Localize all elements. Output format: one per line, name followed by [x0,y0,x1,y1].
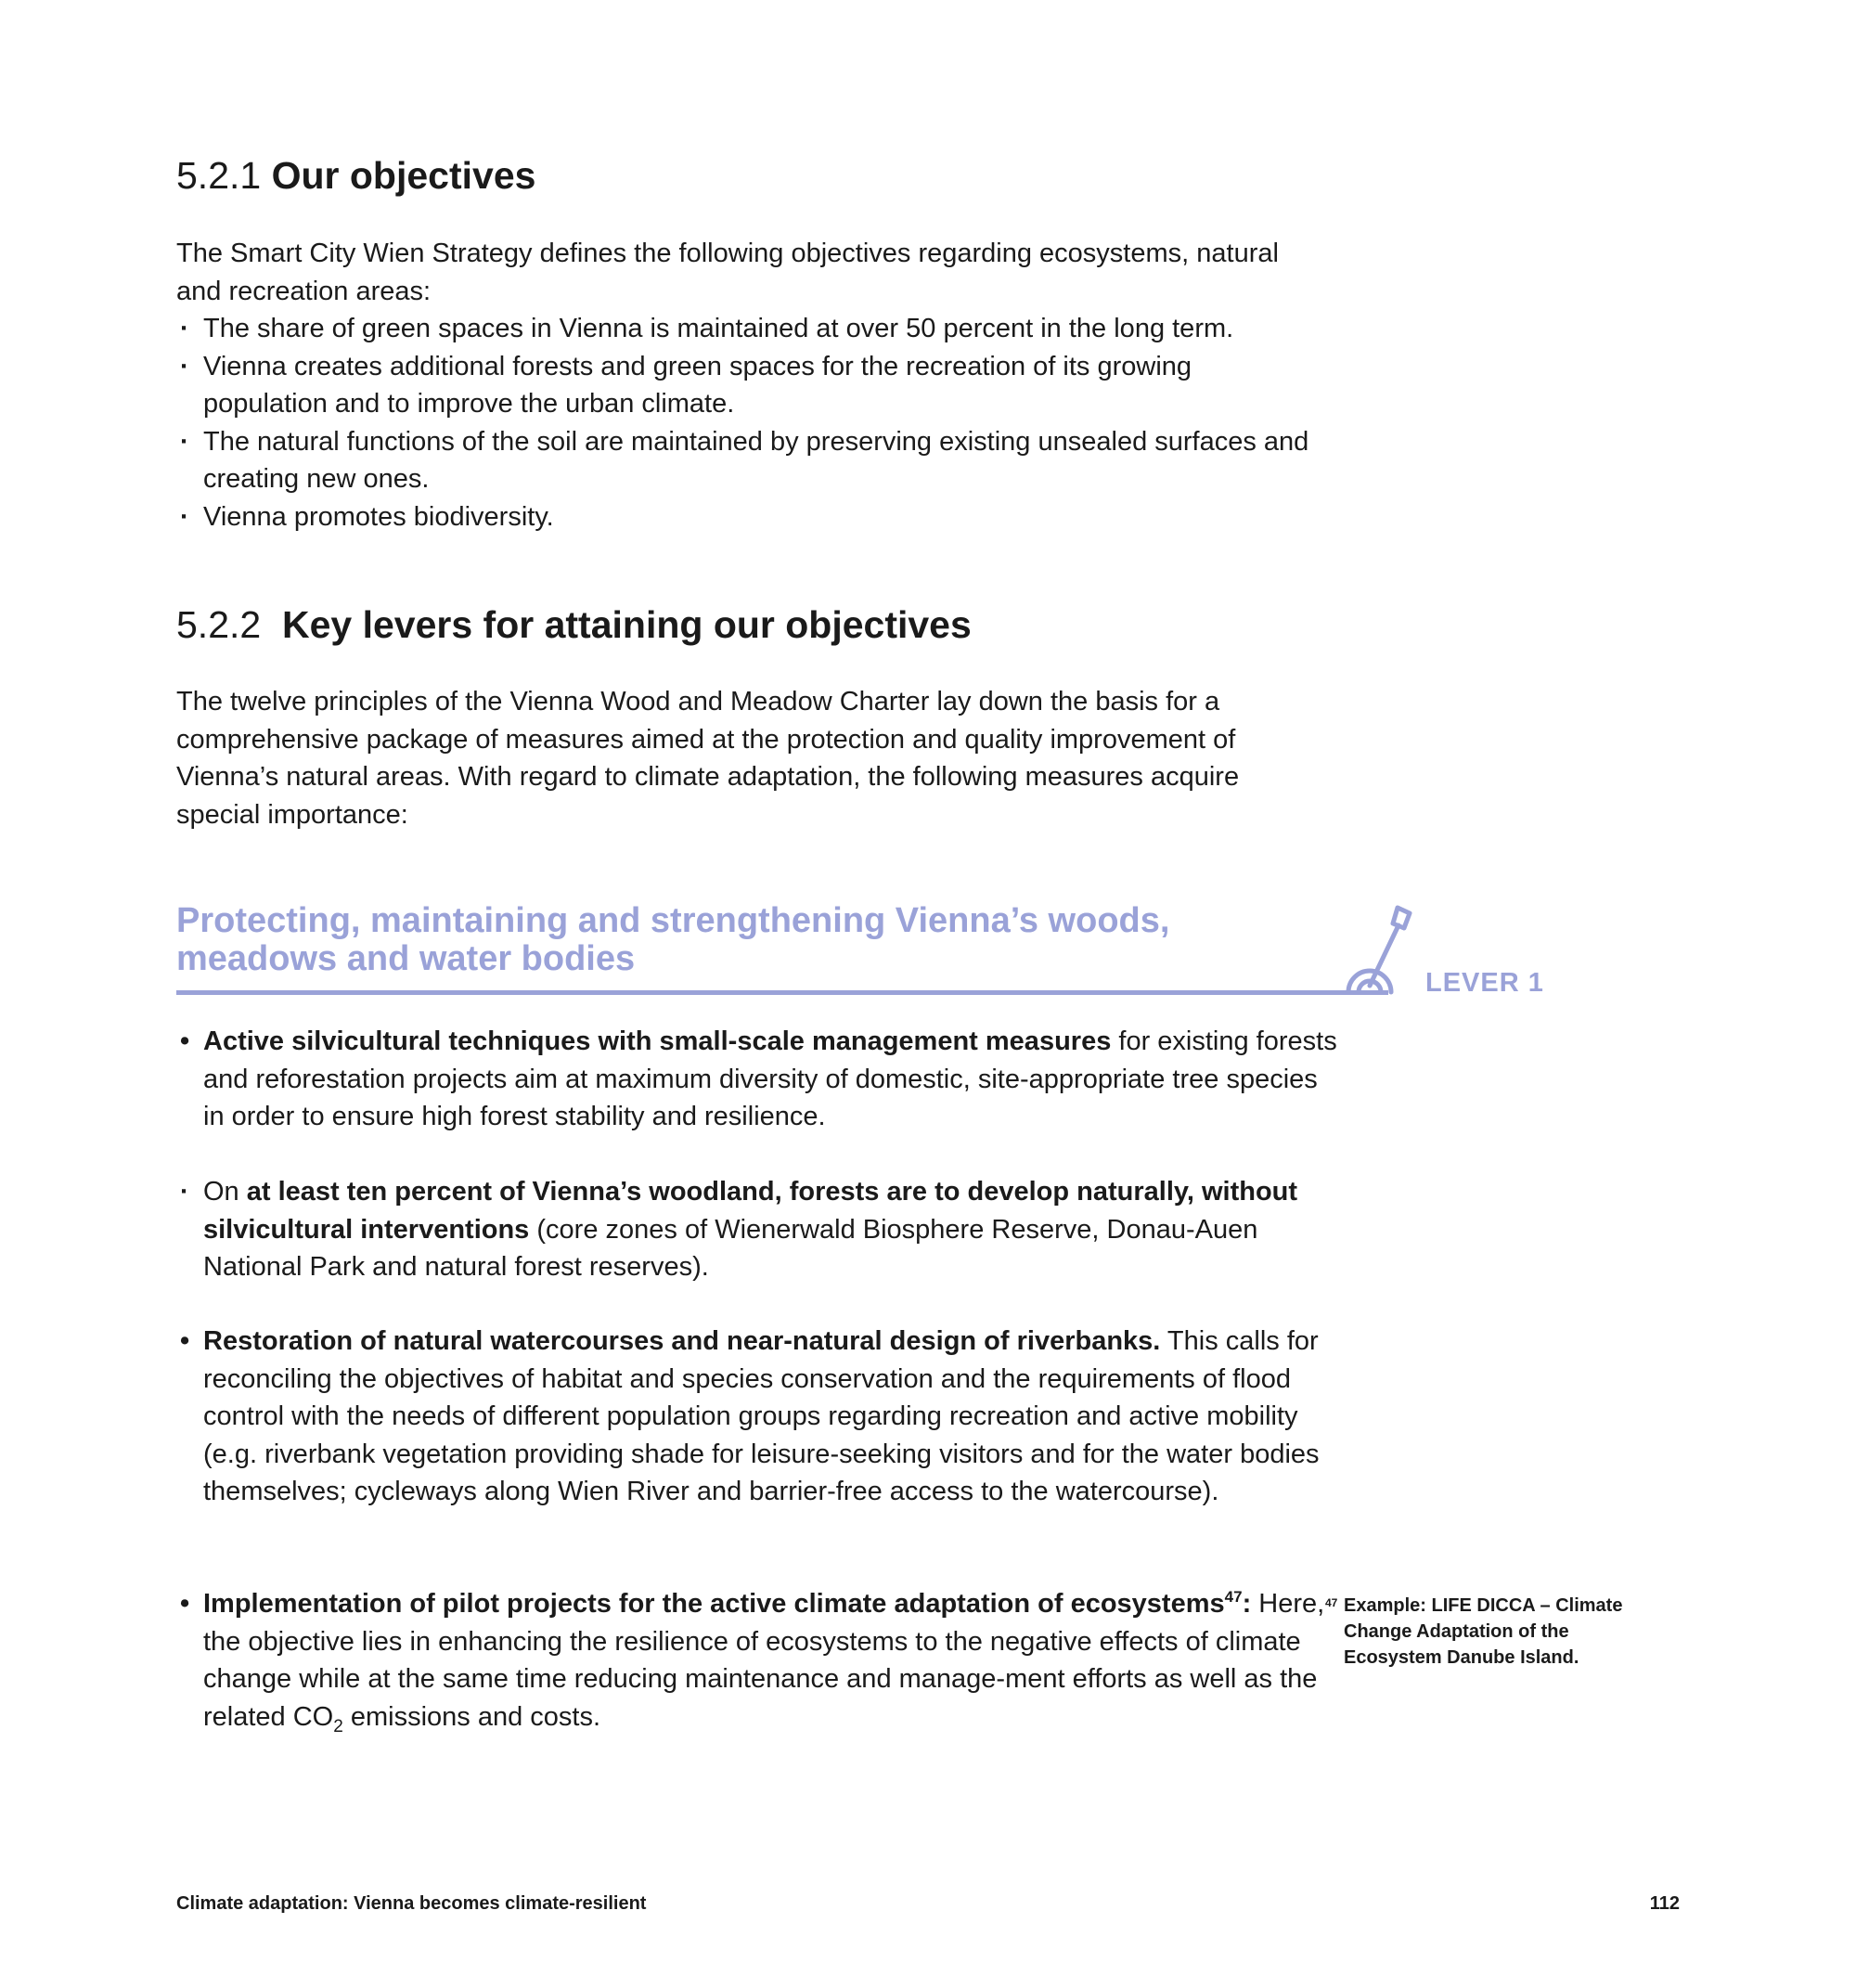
list-item: · The share of green spaces in Vienna is maintained at over 50 percent in the long term. [176,310,1318,348]
measure-text-bold: Active silvicultural techniques with small-scale management measures [203,1026,1112,1056]
measure-colon: : [1242,1589,1252,1619]
footnote-text: Example: LIFE DICCA – Climate Change Adaptation of the Ecosystem Danube Island. [1344,1595,1623,1668]
subscript: 2 [333,1716,343,1736]
key-levers-intro: The twelve principles of the Vienna Wood and Meadow Charter lay down the basis for a comprehensive package of measures aimed at the protection and quality improvement of Vienna’s natural areas. With regard to climate adaptation, the following measures acquire special importance: [176,687,1240,830]
footnote [1325,1593,1659,1671]
measure-text-rest: Here, the objective lies in enhancing the resilience of ecosystems to the negative effects of climate change while at the same time reducing maintenance and manage-ment efforts as well as the related CO [203,1589,1325,1732]
objectives-list [176,310,1318,536]
section-heading-objectives [176,152,535,199]
list-item [176,1585,1345,1736]
footnote-number: 47 [1325,1596,1338,1609]
lever-divider [176,990,1388,995]
measure-text-rest: for existing forests and reforestation projects aim at maximum diversity of domestic, site-appropriate tree species in order to ensure high forest stability and resilience. [203,1026,1337,1131]
lever-label: LEVER 1 [1425,968,1544,998]
measure-text-rest: emissions and costs. [342,1701,601,1732]
list-item [176,1323,1345,1511]
section-number: 5.2.2 [176,603,262,646]
measure-text-rest: This calls for reconciling the objectives of habitat and species conservation and the requirements of flood control with the needs of different population groups regarding recreation and active mobility (e.g. riverbank vegetation providing shade for leisure-seeking visitors and for the water bodies themselves; cycleways along Wien River and barrier-free access to the watercourse). [203,1326,1320,1506]
bullet-dot: • [180,1026,190,1056]
measure-text-pre: On [203,1177,247,1207]
objectives-block [176,235,1318,536]
bullet-dot: • [180,1326,190,1356]
list-item [176,1173,1345,1286]
list-item: · Vienna creates additional forests and green spaces for the recreation of its growing population and to improve the urban climate. [176,348,1318,423]
measure-text-rest: (core zones of Wienerwald Biosphere Reserve, Donau-Auen National Park and natural forest reserves). [203,1214,1258,1282]
section-title: Our objectives [271,154,536,197]
bullet-dot: • [180,1589,190,1619]
measure-text-bold: at least ten percent of Vienna’s woodland, forests are to develop naturally, without silvicultural interventions [203,1177,1298,1245]
lever-heading [176,902,1336,978]
lever-icon [1336,900,1429,999]
measure-text-bold: Implementation of pilot projects for the active climate adaptation of ecosystems [203,1589,1225,1619]
list-item: · The natural functions of the soil are maintained by preserving existing unsealed surfaces and creating new ones. [176,423,1318,498]
measure-text-bold: Restoration of natural watercourses and near-natural design of riverbanks. [203,1326,1161,1356]
section-number: 5.2.1 [176,154,262,197]
footnote-reference: 47 [1224,1588,1243,1606]
bullet-dot: · [180,1177,189,1207]
objectives-intro: The Smart City Wien Strategy defines the following objectives regarding ecosystems, natural and recreation areas: [176,239,1279,306]
section-title: Key levers for attaining our objectives [282,603,972,646]
page-number: 112 [1649,1893,1680,1914]
list-item: · Vienna promotes biodiversity. [176,498,1318,536]
list-item [176,1023,1345,1136]
section-heading-key-levers [176,601,972,648]
lever-title-line: meadows and water bodies [176,939,636,978]
lever-title-line: Protecting, maintaining and strengthening Vienna’s woods, [176,901,1170,940]
footer-chapter-title: Climate adaptation: Vienna becomes climate-resilient [176,1893,647,1914]
